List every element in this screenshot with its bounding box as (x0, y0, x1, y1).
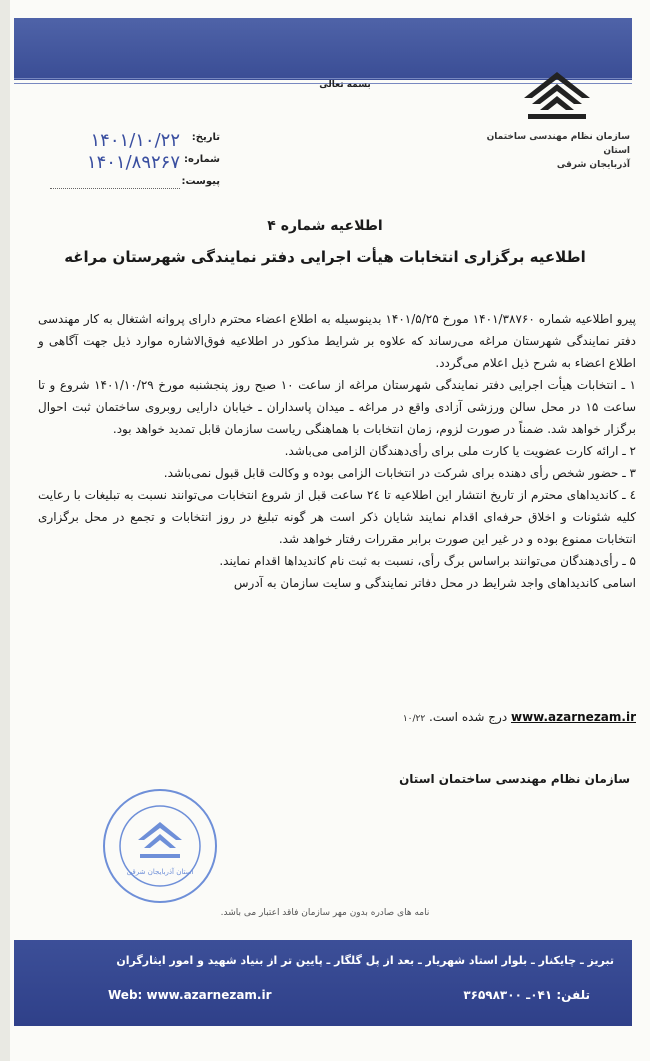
org-seal-icon (100, 786, 220, 906)
item-3: ۳ ـ حضور شخص رأی دهنده برای شرکت در انتخابات الزامی بوده و وکالت قابل قبول نمی‌باشد. (163, 466, 636, 480)
number-value: ۱۴۰۱/۸۹۲۶۷ (86, 152, 180, 173)
item-4: ٤ ـ کاندیداهای محترم از تاریخ انتشار این اطلاعیه تا ۲٤ ساعت قبل از شروع انتخابات می‌توانند نسبت به تبلیغات با رعایت کلیه شئونات و اخلاق حرفه‌ای اقدام نمایند شایان ذکر است هر گونه تبلیغ در روز انتخابات و تجمع در محل برگزاری انتخابات ممنوع بوده و در غیر این صورت برابر مقررات رفتار خواهد شد. (38, 488, 637, 546)
announcement-title: اطلاعیه شماره ۴ (267, 218, 383, 234)
bismillah: بسمه تعالی (319, 80, 371, 90)
handwritten-date: ۱۰/۲۲ (402, 714, 426, 724)
meta-number-row (40, 152, 220, 174)
org-name-line2: آذربایجان شرقی (556, 160, 630, 170)
announcement-body (38, 308, 636, 594)
org-name (460, 130, 630, 172)
final-line (40, 706, 636, 730)
validity-footnote: نامه های صادره بدون مهر سازمان فاقد اعتبار می باشد. (220, 908, 430, 918)
number-label: شماره: (184, 154, 220, 165)
signer-name: سازمان نظام مهندسی ساختمان استان (399, 772, 630, 786)
item-1: ۱ ـ انتخابات هیأت اجرایی دفتر نمایندگی شهرستان مراغه از ساعت ۱۰ صبح روز پنجشنبه مورخ ۱۴۰۱/۱۰/۲۹ شروع و تا ساعت ۱۵ در محل سالن ورزشی آزادی واقع در مراغه ـ میدان پاسداران ـ خیابان دارایی روبروی ساختمان ثبت احوال برگزار خواهد شد. ضمناً در صورت لزوم، زمان انتخابات با هماهنگی ریاست سازمان قابل تمدید خواهد بود. (38, 378, 636, 436)
seal-text: استان آذربایجان شرقی (126, 868, 194, 876)
meta-date-row (40, 130, 220, 152)
date-value: ۱۴۰۱/۱۰/۲۲ (90, 130, 180, 151)
item-2: ۲ ـ ارائه کارت عضویت یا کارت ملی برای رأی‌دهندگان الزامی می‌باشد. (284, 444, 636, 458)
intro-paragraph: پیرو اطلاعیه شماره ۱۴۰۱/۳۸۷۶۰ مورخ ۱۴۰۱/۵/۲۵ بدینوسیله به اطلاع اعضاء محترم دارای پروانه اشتغال به کار مهندسی دفتر نمایندگی شهرستان مراغه می‌رساند که علاوه بر شرایط مذکور در اطلاعیه فوق‌الاشاره موارد ذیل جهت آگاهی و اطلاع اعضاء به شرح ذیل اعلام می‌گردد. (38, 312, 637, 370)
footer-address: تبریز ـ چایکنار ـ بلوار استاد شهریار ـ بعد از پل گلگار ـ پایین تر از بنیاد شهید و امور ایثارگران (116, 954, 614, 967)
footer-web[interactable]: Web: www.azarnezam.ir (108, 988, 272, 1002)
meta-attachment-row (40, 174, 220, 196)
scan-edge (0, 0, 10, 1061)
org-logo-icon (522, 68, 592, 124)
date-label: تاریخ: (191, 132, 220, 143)
announcement-subtitle: اطلاعیه برگزاری انتخابات هیأت اجرایی دفتر نمایندگی شهرستان مراغه (64, 248, 586, 266)
attachment-label: پیوست: (181, 176, 220, 187)
final-suffix: درج شده است. (429, 710, 508, 724)
item-5: ۵ ـ رأی‌دهندگان می‌توانند براساس برگ رأی، نسبت به ثبت نام کاندیداها اقدام نمایند. (219, 554, 636, 568)
footer-phone: تلفن: ۰۴۱ـ ۳۶۵۹۸۳۰۰ (463, 988, 590, 1002)
website-link[interactable]: www.azarnezam.ir (510, 710, 636, 724)
org-name-line1: سازمان نظام مهندسی ساختمان استان (486, 132, 630, 156)
attachment-blank (50, 188, 180, 189)
letter-meta (40, 130, 220, 196)
footer-band (14, 940, 632, 1026)
candidates-paragraph: اسامی کاندیداهای واجد شرایط در محل دفاتر نمایندگی و سایت سازمان به آدرس (233, 576, 636, 590)
